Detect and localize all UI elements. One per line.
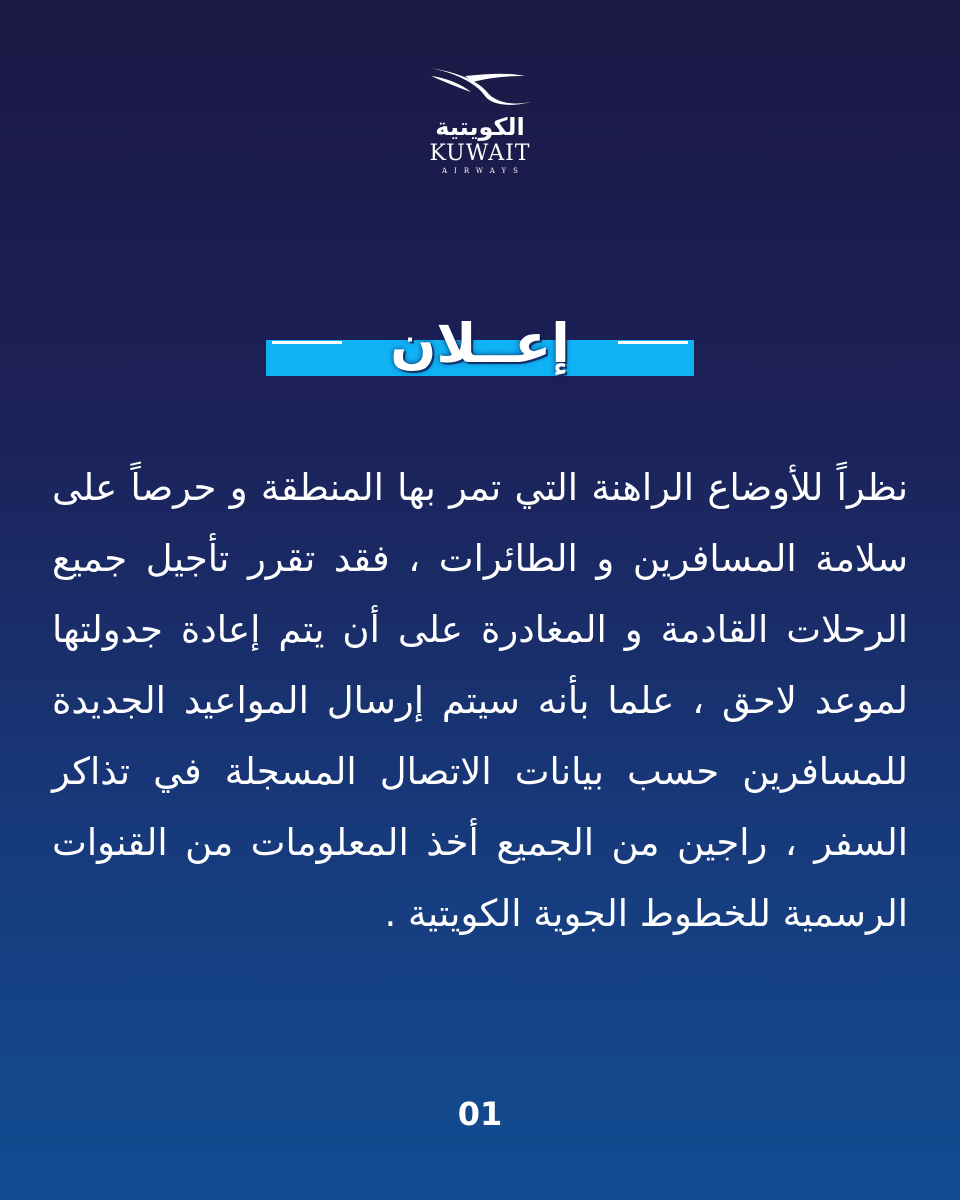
logo-english-subtitle: AIRWAYS — [442, 167, 525, 175]
announcement-banner — [266, 312, 694, 376]
logo-arabic-name: الكويتية — [435, 113, 525, 141]
bird-swoosh-icon — [425, 62, 535, 114]
kuwait-airways-logo — [405, 62, 555, 202]
announcement-body: نظراً للأوضاع الراهنة التي تمر بها المنطقة و حرصاً على سلامة المسافرين و الطائرات ، فقد تقرر تأجيل جميع الرحلات القادمة و المغادرة على أن يتم إعادة جدولتها لموعد لاحق ، علما بأنه سيتم إرسال المواعيد الجديدة للمسافرين حسب بيانات الاتصال المسجلة في تذاكر السفر ، راجين من الجميع أخذ المعلومات من القنوات الرسمية للخطوط الجوية الكويتية . — [52, 466, 908, 935]
logo-english-name: KUWAIT — [429, 141, 531, 166]
announcement-title: إعــلان — [390, 312, 570, 375]
page-number: 01 — [457, 1095, 503, 1133]
